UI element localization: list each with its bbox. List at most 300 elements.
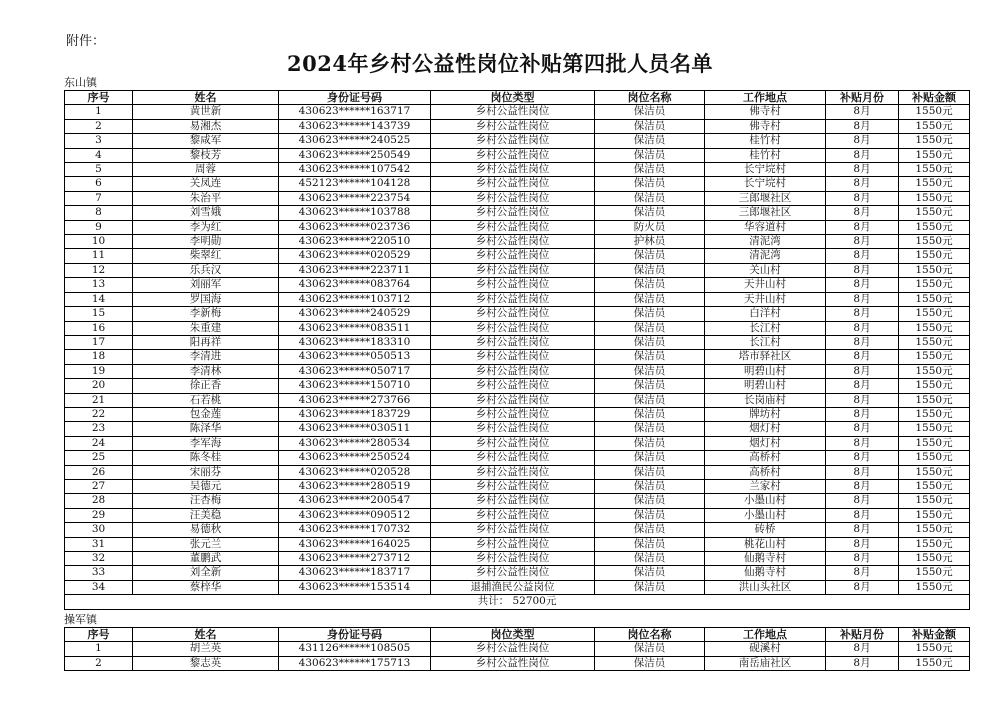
cell-work-location: 天井山村 (705, 278, 826, 292)
cell-subsidy-month: 8月 (826, 656, 899, 670)
cell-name: 宋丽芬 (133, 465, 279, 479)
cell-work-location: 关山村 (705, 263, 826, 277)
header-id-number: 身份证号码 (279, 91, 431, 105)
cell-post-type: 乡村公益性岗位 (431, 191, 595, 205)
cell-id-number: 430623******103788 (279, 206, 431, 220)
cell-name: 石若桃 (133, 393, 279, 407)
cell-subsidy-amount: 1550元 (899, 422, 970, 436)
cell-subsidy-month: 8月 (826, 364, 899, 378)
cell-name: 李新梅 (133, 307, 279, 321)
header-id-number: 身份证号码 (279, 628, 431, 642)
cell-name: 罗国海 (133, 292, 279, 306)
cell-seq: 3 (65, 134, 133, 148)
table-row (65, 642, 970, 656)
table-row (65, 163, 970, 177)
cell-subsidy-month: 8月 (826, 552, 899, 566)
cell-seq: 2 (65, 119, 133, 133)
header-name: 姓名 (133, 628, 279, 642)
cell-post-name: 保洁员 (595, 292, 705, 306)
cell-seq: 33 (65, 566, 133, 580)
table-row (65, 191, 970, 205)
cell-seq: 20 (65, 379, 133, 393)
cell-subsidy-amount: 1550元 (899, 134, 970, 148)
header-subsidy-amount: 补贴金额 (899, 628, 970, 642)
cell-post-type: 乡村公益性岗位 (431, 105, 595, 119)
cell-seq: 26 (65, 465, 133, 479)
cell-work-location: 仙鹅寺村 (705, 566, 826, 580)
cell-subsidy-month: 8月 (826, 335, 899, 349)
header-name: 姓名 (133, 91, 279, 105)
cell-post-type: 乡村公益性岗位 (431, 422, 595, 436)
cell-post-type: 乡村公益性岗位 (431, 523, 595, 537)
header-seq: 序号 (65, 91, 133, 105)
cell-seq: 4 (65, 148, 133, 162)
cell-seq: 16 (65, 321, 133, 335)
cell-subsidy-amount: 1550元 (899, 278, 970, 292)
cell-id-number: 430623******175713 (279, 656, 431, 670)
cell-post-name: 保洁员 (595, 422, 705, 436)
cell-id-number: 430623******220510 (279, 235, 431, 249)
cell-work-location: 仙鹅寺村 (705, 552, 826, 566)
cell-subsidy-month: 8月 (826, 321, 899, 335)
cell-subsidy-month: 8月 (826, 580, 899, 594)
cell-subsidy-month: 8月 (826, 163, 899, 177)
table-row (65, 249, 970, 263)
document-title: 2024年乡村公益性岗位补贴第四批人员名单 (287, 51, 713, 76)
table-row (65, 407, 970, 421)
cell-post-name: 保洁员 (595, 393, 705, 407)
cell-id-number: 430623******183310 (279, 335, 431, 349)
cell-subsidy-month: 8月 (826, 436, 899, 450)
cell-subsidy-month: 8月 (826, 220, 899, 234)
cell-seq: 34 (65, 580, 133, 594)
cell-post-name: 保洁员 (595, 105, 705, 119)
cell-seq: 27 (65, 479, 133, 493)
cell-subsidy-amount: 1550元 (899, 379, 970, 393)
header-post-name: 岗位名称 (595, 628, 705, 642)
cell-post-name: 保洁员 (595, 350, 705, 364)
cell-post-type: 乡村公益性岗位 (431, 552, 595, 566)
cell-post-type: 乡村公益性岗位 (431, 508, 595, 522)
cell-name: 张元兰 (133, 537, 279, 551)
cell-work-location: 砚溪村 (705, 642, 826, 656)
cell-seq: 29 (65, 508, 133, 522)
table-row (65, 263, 970, 277)
cell-seq: 18 (65, 350, 133, 364)
cell-post-type: 乡村公益性岗位 (431, 206, 595, 220)
cell-subsidy-month: 8月 (826, 379, 899, 393)
cell-name: 黎志英 (133, 656, 279, 670)
cell-name: 吴德元 (133, 479, 279, 493)
cell-seq: 21 (65, 393, 133, 407)
cell-work-location: 华容道村 (705, 220, 826, 234)
cell-subsidy-month: 8月 (826, 249, 899, 263)
cell-subsidy-amount: 1550元 (899, 479, 970, 493)
cell-subsidy-month: 8月 (826, 451, 899, 465)
table-row (65, 552, 970, 566)
total-row (65, 595, 970, 609)
cell-subsidy-amount: 1550元 (899, 191, 970, 205)
personnel-table-caojun (64, 627, 970, 671)
table-row (65, 479, 970, 493)
cell-work-location: 佛寺村 (705, 119, 826, 133)
cell-subsidy-amount: 1550元 (899, 393, 970, 407)
cell-work-location: 清泥湾 (705, 235, 826, 249)
cell-subsidy-month: 8月 (826, 479, 899, 493)
cell-seq: 8 (65, 206, 133, 220)
cell-subsidy-month: 8月 (826, 523, 899, 537)
cell-post-type: 乡村公益性岗位 (431, 479, 595, 493)
cell-subsidy-amount: 1550元 (899, 292, 970, 306)
cell-post-type: 乡村公益性岗位 (431, 642, 595, 656)
cell-name: 李军海 (133, 436, 279, 450)
cell-work-location: 高桥村 (705, 451, 826, 465)
cell-name: 李清林 (133, 364, 279, 378)
header-work-location: 工作地点 (705, 628, 826, 642)
table-row (65, 278, 970, 292)
cell-post-type: 乡村公益性岗位 (431, 451, 595, 465)
cell-seq: 5 (65, 163, 133, 177)
cell-post-name: 保洁员 (595, 656, 705, 670)
cell-name: 陈冬桂 (133, 451, 279, 465)
cell-subsidy-amount: 1550元 (899, 494, 970, 508)
cell-subsidy-amount: 1550元 (899, 656, 970, 670)
cell-id-number: 430623******273712 (279, 552, 431, 566)
cell-post-name: 保洁员 (595, 364, 705, 378)
cell-subsidy-amount: 1550元 (899, 350, 970, 364)
cell-subsidy-amount: 1550元 (899, 263, 970, 277)
cell-subsidy-amount: 1550元 (899, 508, 970, 522)
table-header-row (65, 628, 970, 642)
cell-post-name: 保洁员 (595, 465, 705, 479)
cell-subsidy-amount: 1550元 (899, 335, 970, 349)
cell-id-number: 430623******250524 (279, 451, 431, 465)
cell-subsidy-month: 8月 (826, 235, 899, 249)
cell-name: 朱治平 (133, 191, 279, 205)
cell-id-number: 430623******223711 (279, 263, 431, 277)
header-post-type: 岗位类型 (431, 91, 595, 105)
cell-post-type: 乡村公益性岗位 (431, 235, 595, 249)
cell-post-type: 乡村公益性岗位 (431, 494, 595, 508)
cell-work-location: 塔市驿社区 (705, 350, 826, 364)
cell-post-name: 保洁员 (595, 642, 705, 656)
table-row (65, 321, 970, 335)
cell-subsidy-amount: 1550元 (899, 148, 970, 162)
cell-subsidy-amount: 1550元 (899, 321, 970, 335)
table-row (65, 379, 970, 393)
cell-name: 李为红 (133, 220, 279, 234)
cell-post-name: 保洁员 (595, 335, 705, 349)
cell-post-name: 保洁员 (595, 479, 705, 493)
cell-seq: 14 (65, 292, 133, 306)
cell-name: 李明勋 (133, 235, 279, 249)
cell-name: 刘全新 (133, 566, 279, 580)
cell-post-name: 保洁员 (595, 307, 705, 321)
cell-post-type: 乡村公益性岗位 (431, 350, 595, 364)
cell-post-name: 保洁员 (595, 206, 705, 220)
cell-post-name: 保洁员 (595, 278, 705, 292)
cell-name: 黄世新 (133, 105, 279, 119)
cell-name: 胡兰英 (133, 642, 279, 656)
cell-name: 乐兵汉 (133, 263, 279, 277)
cell-post-type: 乡村公益性岗位 (431, 321, 595, 335)
cell-work-location: 长江村 (705, 335, 826, 349)
cell-post-type: 乡村公益性岗位 (431, 177, 595, 191)
cell-id-number: 430623******090512 (279, 508, 431, 522)
cell-subsidy-month: 8月 (826, 148, 899, 162)
cell-work-location: 南岳庙社区 (705, 656, 826, 670)
cell-name: 易德秋 (133, 523, 279, 537)
cell-work-location: 烟灯村 (705, 436, 826, 450)
cell-post-type: 乡村公益性岗位 (431, 278, 595, 292)
cell-work-location: 三郎堰社区 (705, 191, 826, 205)
cell-id-number: 431126******108505 (279, 642, 431, 656)
cell-subsidy-amount: 1550元 (899, 552, 970, 566)
cell-seq: 24 (65, 436, 133, 450)
cell-post-type: 乡村公益性岗位 (431, 379, 595, 393)
cell-work-location: 长江村 (705, 321, 826, 335)
cell-name: 李清进 (133, 350, 279, 364)
cell-subsidy-amount: 1550元 (899, 206, 970, 220)
cell-seq: 9 (65, 220, 133, 234)
cell-seq: 15 (65, 307, 133, 321)
cell-name: 朱重建 (133, 321, 279, 335)
cell-seq: 28 (65, 494, 133, 508)
cell-post-name: 保洁员 (595, 537, 705, 551)
cell-work-location: 砖桥 (705, 523, 826, 537)
cell-work-location: 明碧山村 (705, 364, 826, 378)
cell-name: 易湘杰 (133, 119, 279, 133)
cell-post-name: 保洁员 (595, 134, 705, 148)
cell-work-location: 桂竹村 (705, 134, 826, 148)
cell-subsidy-amount: 1550元 (899, 465, 970, 479)
cell-id-number: 430623******240525 (279, 134, 431, 148)
cell-post-name: 保洁员 (595, 451, 705, 465)
cell-name: 徐正香 (133, 379, 279, 393)
header-seq: 序号 (65, 628, 133, 642)
cell-id-number: 430623******183717 (279, 566, 431, 580)
table-row (65, 537, 970, 551)
cell-subsidy-month: 8月 (826, 134, 899, 148)
cell-subsidy-month: 8月 (826, 642, 899, 656)
cell-id-number: 430623******083764 (279, 278, 431, 292)
cell-seq: 19 (65, 364, 133, 378)
table-row (65, 119, 970, 133)
cell-id-number: 430623******280519 (279, 479, 431, 493)
cell-work-location: 佛寺村 (705, 105, 826, 119)
cell-post-name: 保洁员 (595, 263, 705, 277)
cell-post-type: 乡村公益性岗位 (431, 393, 595, 407)
cell-seq: 10 (65, 235, 133, 249)
attachment-label: 附件： (66, 34, 106, 49)
cell-id-number: 430623******143739 (279, 119, 431, 133)
cell-seq: 32 (65, 552, 133, 566)
cell-post-type: 乡村公益性岗位 (431, 307, 595, 321)
cell-seq: 13 (65, 278, 133, 292)
table-row (65, 206, 970, 220)
cell-name: 黎枝芳 (133, 148, 279, 162)
cell-subsidy-amount: 1550元 (899, 566, 970, 580)
cell-seq: 2 (65, 656, 133, 670)
cell-subsidy-amount: 1550元 (899, 642, 970, 656)
cell-post-type: 乡村公益性岗位 (431, 566, 595, 580)
cell-post-type: 乡村公益性岗位 (431, 407, 595, 421)
cell-post-type: 乡村公益性岗位 (431, 364, 595, 378)
cell-id-number: 430623******170732 (279, 523, 431, 537)
cell-seq: 6 (65, 177, 133, 191)
cell-seq: 30 (65, 523, 133, 537)
cell-id-number: 430623******083511 (279, 321, 431, 335)
cell-subsidy-amount: 1550元 (899, 364, 970, 378)
cell-work-location: 白洋村 (705, 307, 826, 321)
cell-subsidy-month: 8月 (826, 465, 899, 479)
cell-subsidy-month: 8月 (826, 191, 899, 205)
cell-seq: 25 (65, 451, 133, 465)
cell-name: 周蓉 (133, 163, 279, 177)
cell-seq: 1 (65, 642, 133, 656)
cell-post-name: 保洁员 (595, 148, 705, 162)
cell-seq: 7 (65, 191, 133, 205)
cell-work-location: 兰家村 (705, 479, 826, 493)
cell-subsidy-month: 8月 (826, 177, 899, 191)
table-row (65, 523, 970, 537)
cell-post-name: 保洁员 (595, 494, 705, 508)
table-row (65, 580, 970, 594)
cell-post-type: 乡村公益性岗位 (431, 335, 595, 349)
cell-subsidy-month: 8月 (826, 508, 899, 522)
table-row (65, 451, 970, 465)
cell-post-name: 保洁员 (595, 177, 705, 191)
cell-work-location: 天井山村 (705, 292, 826, 306)
cell-post-type: 乡村公益性岗位 (431, 436, 595, 450)
cell-subsidy-amount: 1550元 (899, 451, 970, 465)
cell-id-number: 430623******020528 (279, 465, 431, 479)
cell-name: 包金莲 (133, 407, 279, 421)
cell-id-number: 430623******153514 (279, 580, 431, 594)
cell-name: 董鹏武 (133, 552, 279, 566)
table-row (65, 465, 970, 479)
cell-subsidy-amount: 1550元 (899, 119, 970, 133)
table-row (65, 235, 970, 249)
header-post-type: 岗位类型 (431, 628, 595, 642)
cell-post-name: 保洁员 (595, 566, 705, 580)
cell-post-name: 保洁员 (595, 407, 705, 421)
table-row (65, 335, 970, 349)
section-label-caojun: 操军镇 (64, 613, 97, 626)
table-row (65, 292, 970, 306)
cell-subsidy-amount: 1550元 (899, 235, 970, 249)
cell-subsidy-amount: 1550元 (899, 307, 970, 321)
cell-id-number: 430623******050513 (279, 350, 431, 364)
cell-post-type: 乡村公益性岗位 (431, 656, 595, 670)
cell-post-name: 保洁员 (595, 523, 705, 537)
cell-name: 汪美稳 (133, 508, 279, 522)
cell-id-number: 452123******104128 (279, 177, 431, 191)
cell-id-number: 430623******023736 (279, 220, 431, 234)
personnel-table-dongshan (64, 90, 970, 610)
cell-post-name: 保洁员 (595, 249, 705, 263)
cell-subsidy-month: 8月 (826, 263, 899, 277)
cell-post-name: 保洁员 (595, 191, 705, 205)
cell-name: 刘雪娥 (133, 206, 279, 220)
cell-id-number: 430623******107542 (279, 163, 431, 177)
cell-post-type: 乡村公益性岗位 (431, 134, 595, 148)
cell-seq: 1 (65, 105, 133, 119)
cell-subsidy-amount: 1550元 (899, 407, 970, 421)
cell-subsidy-month: 8月 (826, 350, 899, 364)
cell-work-location: 清泥湾 (705, 249, 826, 263)
table-row (65, 566, 970, 580)
table-row (65, 134, 970, 148)
table-row (65, 105, 970, 119)
cell-work-location: 桃花山村 (705, 537, 826, 551)
header-work-location: 工作地点 (705, 91, 826, 105)
cell-post-name: 保洁员 (595, 436, 705, 450)
cell-id-number: 430623******164025 (279, 537, 431, 551)
table-header-row (65, 91, 970, 105)
cell-id-number: 430623******030511 (279, 422, 431, 436)
cell-subsidy-month: 8月 (826, 206, 899, 220)
cell-id-number: 430623******280534 (279, 436, 431, 450)
cell-name: 蔡梓华 (133, 580, 279, 594)
cell-post-name: 保洁员 (595, 163, 705, 177)
cell-name: 刘丽军 (133, 278, 279, 292)
cell-id-number: 430623******163717 (279, 105, 431, 119)
cell-post-type: 乡村公益性岗位 (431, 220, 595, 234)
cell-id-number: 430623******050717 (279, 364, 431, 378)
cell-id-number: 430623******240529 (279, 307, 431, 321)
cell-post-type: 乡村公益性岗位 (431, 263, 595, 277)
cell-work-location: 长岗庙村 (705, 393, 826, 407)
table-row (65, 393, 970, 407)
cell-post-type: 乡村公益性岗位 (431, 163, 595, 177)
table-row (65, 364, 970, 378)
cell-work-location: 长宁垸村 (705, 163, 826, 177)
table-row (65, 148, 970, 162)
cell-post-type: 乡村公益性岗位 (431, 249, 595, 263)
cell-subsidy-amount: 1550元 (899, 105, 970, 119)
cell-work-location: 牌坊村 (705, 407, 826, 421)
cell-post-type: 乡村公益性岗位 (431, 537, 595, 551)
cell-subsidy-amount: 1550元 (899, 523, 970, 537)
total-cell: 共计： 52700元 (65, 595, 970, 609)
header-post-name: 岗位名称 (595, 91, 705, 105)
table-row (65, 436, 970, 450)
cell-post-type: 乡村公益性岗位 (431, 292, 595, 306)
cell-subsidy-amount: 1550元 (899, 436, 970, 450)
cell-subsidy-month: 8月 (826, 407, 899, 421)
cell-seq: 17 (65, 335, 133, 349)
cell-subsidy-amount: 1550元 (899, 249, 970, 263)
cell-post-name: 防火员 (595, 220, 705, 234)
cell-subsidy-amount: 1550元 (899, 177, 970, 191)
cell-work-location: 烟灯村 (705, 422, 826, 436)
cell-seq: 22 (65, 407, 133, 421)
cell-post-type: 退捕渔民公益岗位 (431, 580, 595, 594)
cell-subsidy-month: 8月 (826, 105, 899, 119)
cell-subsidy-month: 8月 (826, 307, 899, 321)
table-row (65, 656, 970, 670)
cell-post-type: 乡村公益性岗位 (431, 148, 595, 162)
cell-post-name: 保洁员 (595, 119, 705, 133)
cell-id-number: 430623******020529 (279, 249, 431, 263)
table-row (65, 422, 970, 436)
cell-id-number: 430623******200547 (279, 494, 431, 508)
cell-seq: 12 (65, 263, 133, 277)
cell-post-name: 保洁员 (595, 508, 705, 522)
cell-post-name: 保洁员 (595, 321, 705, 335)
cell-post-name: 保洁员 (595, 379, 705, 393)
